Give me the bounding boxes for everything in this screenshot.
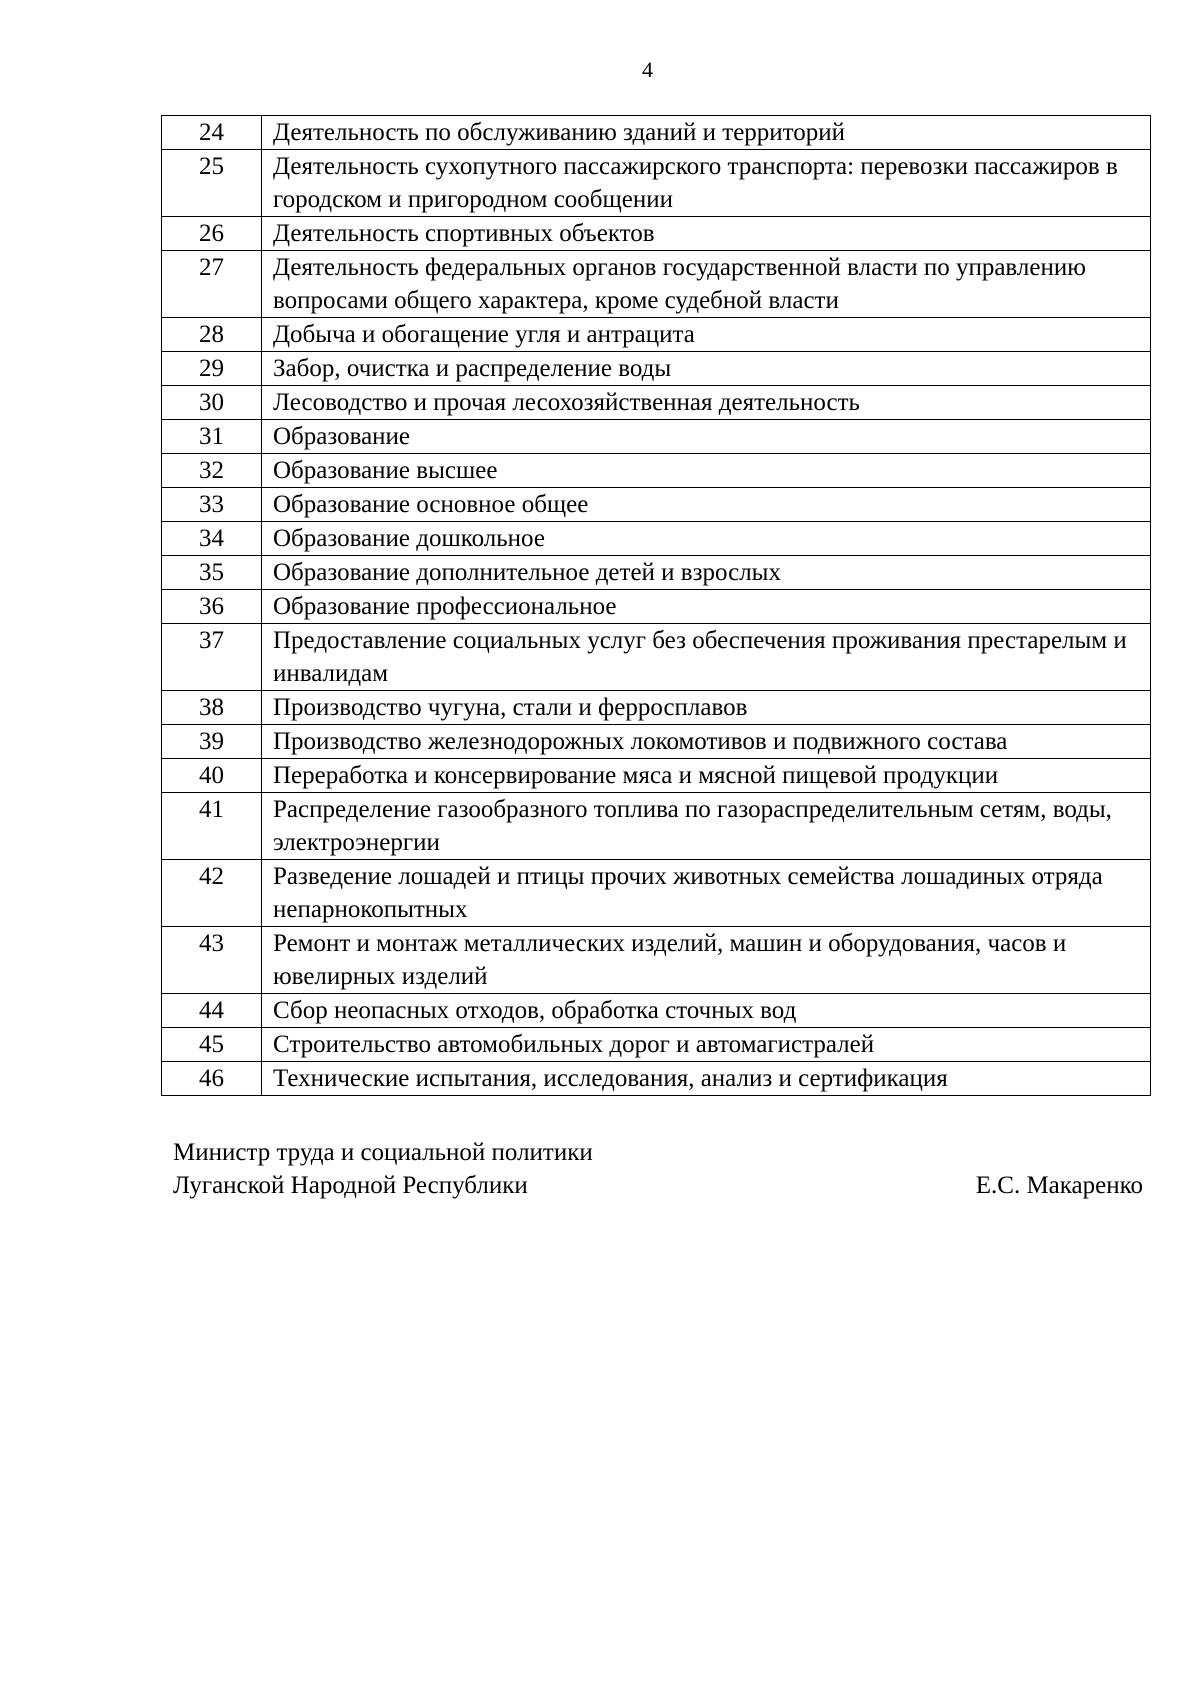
- table-row: [162, 725, 1151, 759]
- row-number: 32: [162, 454, 262, 488]
- activity-name: Образование основное общее: [262, 488, 1151, 522]
- page-number: 4: [642, 57, 653, 82]
- row-number: 24: [162, 116, 262, 150]
- row-number: 35: [162, 556, 262, 590]
- row-number: 44: [162, 994, 262, 1028]
- row-number: 39: [162, 725, 262, 759]
- activity-name: Предоставление социальных услуг без обеспечения проживания престарелым и инвалидам: [262, 624, 1151, 691]
- row-number: 36: [162, 590, 262, 624]
- row-number: 41: [162, 793, 262, 860]
- activity-name: Сбор неопасных отходов, обработка сточных вод: [262, 994, 1151, 1028]
- activity-table: [161, 115, 1151, 1096]
- activity-name: Деятельность федеральных органов государственной власти по управлению вопросами общего характера, кроме судебной власти: [262, 251, 1151, 318]
- activity-name: Образование дошкольное: [262, 522, 1151, 556]
- table-row: [162, 352, 1151, 386]
- table-row: [162, 318, 1151, 352]
- table-row: [162, 927, 1151, 994]
- table-body: [162, 116, 1151, 1096]
- signer-position-line2: Луганской Народной Республики: [173, 1172, 528, 1199]
- table-row: [162, 488, 1151, 522]
- table-row: [162, 994, 1151, 1028]
- table-row: [162, 150, 1151, 217]
- row-number: 34: [162, 522, 262, 556]
- table-row: [162, 793, 1151, 860]
- row-number: 42: [162, 860, 262, 927]
- activity-name: Производство чугуна, стали и ферросплавов: [262, 691, 1151, 725]
- row-number: 40: [162, 759, 262, 793]
- activity-name: Забор, очистка и распределение воды: [262, 352, 1151, 386]
- activity-name: Добыча и обогащение угля и антрацита: [262, 318, 1151, 352]
- table-row: [162, 759, 1151, 793]
- activity-name: Образование дополнительное детей и взрослых: [262, 556, 1151, 590]
- row-number: 43: [162, 927, 262, 994]
- table-row: [162, 454, 1151, 488]
- table-row: [162, 1028, 1151, 1062]
- table-row: [162, 590, 1151, 624]
- table-row: [162, 251, 1151, 318]
- activity-name: Строительство автомобильных дорог и автомагистралей: [262, 1028, 1151, 1062]
- activity-name: Образование профессиональное: [262, 590, 1151, 624]
- table-row: [162, 860, 1151, 927]
- signature-block: [173, 1136, 1143, 1202]
- table-row: [162, 691, 1151, 725]
- table-row: [162, 420, 1151, 454]
- table-row: [162, 386, 1151, 420]
- table-row: [162, 217, 1151, 251]
- activity-name: Технические испытания, исследования, анализ и сертификация: [262, 1062, 1151, 1096]
- table-row: [162, 624, 1151, 691]
- row-number: 26: [162, 217, 262, 251]
- row-number: 38: [162, 691, 262, 725]
- row-number: 33: [162, 488, 262, 522]
- signer-position-line1: Министр труда и социальной политики: [173, 1139, 593, 1166]
- activity-name: Образование: [262, 420, 1151, 454]
- row-number: 30: [162, 386, 262, 420]
- activity-name: Образование высшее: [262, 454, 1151, 488]
- activity-name: Распределение газообразного топлива по газораспределительным сетям, воды, электроэнергии: [262, 793, 1151, 860]
- table-row: [162, 556, 1151, 590]
- activity-name: Деятельность сухопутного пассажирского транспорта: перевозки пассажиров в городском и пригородном сообщении: [262, 150, 1151, 217]
- row-number: 46: [162, 1062, 262, 1096]
- table-row: [162, 522, 1151, 556]
- row-number: 25: [162, 150, 262, 217]
- row-number: 37: [162, 624, 262, 691]
- activity-name: Деятельность спортивных объектов: [262, 217, 1151, 251]
- row-number: 28: [162, 318, 262, 352]
- activity-name: Разведение лошадей и птицы прочих животных семейства лошадиных отряда непарнокопытных: [262, 860, 1151, 927]
- activity-name: Переработка и консервирование мяса и мясной пищевой продукции: [262, 759, 1151, 793]
- row-number: 31: [162, 420, 262, 454]
- activity-name: Лесоводство и прочая лесохозяйственная деятельность: [262, 386, 1151, 420]
- row-number: 45: [162, 1028, 262, 1062]
- row-number: 27: [162, 251, 262, 318]
- signature-line: [173, 1169, 1143, 1202]
- activity-name: Производство железнодорожных локомотивов и подвижного состава: [262, 725, 1151, 759]
- activity-name: Ремонт и монтаж металлических изделий, машин и оборудования, часов и ювелирных изделий: [262, 927, 1151, 994]
- activity-name: Деятельность по обслуживанию зданий и территорий: [262, 116, 1151, 150]
- row-number: 29: [162, 352, 262, 386]
- table-row: [162, 116, 1151, 150]
- signer-name: Е.С. Макаренко: [975, 1172, 1143, 1199]
- table-row: [162, 1062, 1151, 1096]
